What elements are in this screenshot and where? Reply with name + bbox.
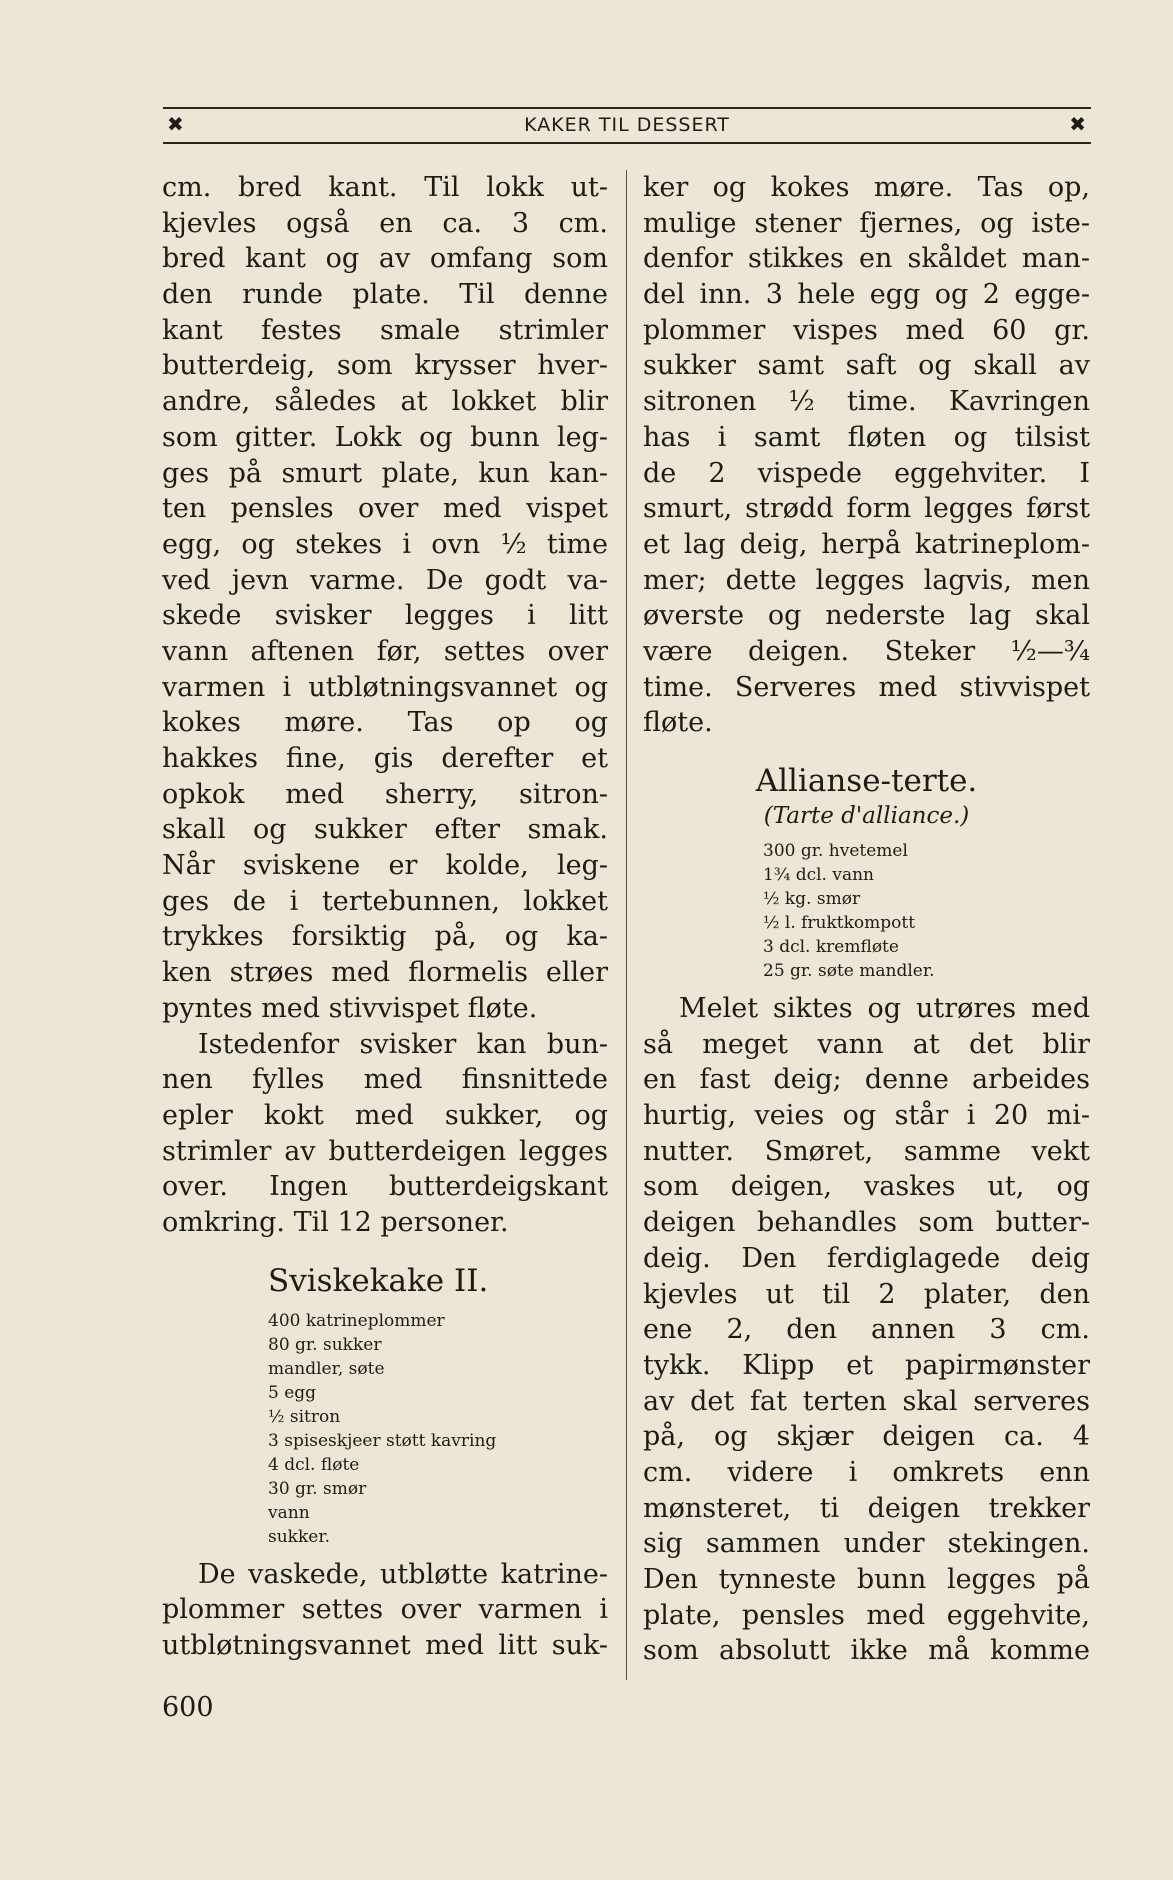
text-line: fløte.: [643, 707, 713, 739]
text-line: ker og kokes møre. Tas op,: [643, 172, 1090, 203]
text-line: Melet siktes og utrøres med: [679, 993, 1090, 1024]
text-line: ges de i tertebunnen, lokket: [162, 885, 608, 917]
text-line: så meget vann at det blir: [643, 1028, 1090, 1060]
text-line: Den tynneste bunn legges på: [643, 1564, 1090, 1595]
text-line: egg, og stekes i ovn ½ time: [162, 528, 608, 560]
ingredient-item: mandler, søte: [268, 1358, 385, 1379]
text-line: skall og sukker efter smak.: [162, 814, 608, 846]
text-line: del inn. 3 hele egg og 2 egge-: [643, 279, 1090, 311]
running-header: [163, 112, 1091, 142]
left-second-paragraph: [162, 1027, 608, 1241]
text-line: over. Ingen butterdeigskant: [162, 1171, 608, 1203]
text-line: plommer vispes med 60 gr.: [643, 314, 1090, 346]
column-divider: [626, 170, 627, 1680]
text-line: kjevles også en ca. 3 cm.: [162, 207, 608, 239]
text-line: plate, pensles med eggehvite,: [643, 1599, 1090, 1631]
text-line: utbløtningsvannet med litt suk-: [162, 1630, 608, 1661]
text-line: ene 2, den annen 3 cm.: [643, 1314, 1090, 1346]
left-method-paragraph: [162, 1557, 608, 1664]
text-line: pyntes med stivvispet fløte.: [162, 992, 538, 1024]
ingredient-item: 3 dcl. kremfløte: [763, 937, 899, 957]
running-header-title: KAKER TIL DESSERT: [524, 114, 730, 136]
text-line: butterdeig, som krysser hver-: [162, 350, 608, 382]
recipe-title-sviskekake: Sviskekake II.: [268, 1262, 489, 1299]
ingredient-item: 80 gr. sukker: [268, 1334, 382, 1355]
header-rule-bottom: [163, 142, 1091, 144]
text-line: opkok med sherry, sitron-: [162, 778, 608, 810]
text-line: mønsteret, ti deigen trekker: [643, 1492, 1090, 1524]
text-line: nutter. Smøret, samme vekt: [643, 1135, 1090, 1167]
recipe-title-allianse-terte: Allianse-terte.: [755, 763, 978, 799]
text-line: av det fat terten skal serveres: [643, 1385, 1090, 1417]
text-line: et lag deig, herpå katrineplom-: [643, 528, 1090, 560]
text-line: andre, således at lokket blir: [162, 386, 608, 418]
text-line: omkring. Til 12 personer.: [162, 1206, 509, 1238]
ingredient-item: 5 egg: [268, 1382, 317, 1403]
text-line: kokes møre. Tas op og: [162, 707, 608, 739]
text-line: tykk. Klipp et papirmønster: [643, 1349, 1090, 1381]
ingredient-item: 400 katrineplommer: [268, 1310, 445, 1331]
ingredient-item: 1¾ dcl. vann: [763, 865, 874, 885]
text-line: ved jevn varme. De godt va-: [162, 564, 608, 596]
text-line: de 2 vispede eggehviter. I: [643, 457, 1090, 489]
text-line: skede svisker legges i litt: [162, 600, 608, 632]
text-line: varmen i utbløtningsvannet og: [162, 671, 608, 703]
ingredient-item: ½ kg. smør: [763, 889, 861, 909]
text-line: mulige stener fjernes, og iste-: [643, 207, 1090, 239]
header-rule-top: [163, 107, 1091, 109]
text-line: være deigen. Steker ½—¾: [643, 635, 1090, 667]
text-line: hakkes fine, gis derefter et: [162, 743, 608, 774]
left-column: [162, 170, 608, 1664]
text-line: Istedenfor svisker kan bun-: [198, 1028, 608, 1060]
ingredient-item: ½ l. fruktkompott: [763, 913, 916, 933]
text-line: cm. videre i omkrets enn: [643, 1456, 1090, 1488]
text-line: bred kant og av omfang som: [162, 243, 608, 275]
header-ornament-right-icon: ✖: [1069, 112, 1087, 136]
ingredient-item: 4 dcl. fløte: [268, 1454, 360, 1475]
ingredient-list-sviskekake: [162, 1309, 608, 1549]
text-line: hurtig, veies og står i 20 mi-: [643, 1100, 1090, 1132]
text-line: time. Serveres med stivvispet: [643, 671, 1090, 703]
text-line: sitronen ½ time. Kavringen: [643, 386, 1090, 418]
text-line: som gitter. Lokk og bunn leg-: [162, 421, 608, 453]
text-line: på, og skjær deigen ca. 4: [643, 1421, 1090, 1453]
text-line: deigen behandles som butter-: [643, 1207, 1090, 1239]
ingredient-item: vann: [268, 1502, 310, 1523]
text-line: ges på smurt plate, kun kan-: [162, 457, 608, 489]
text-line: plommer settes over varmen i: [162, 1594, 608, 1626]
text-line: epler kokt med sukker, og: [162, 1099, 608, 1131]
ingredient-item: 300 gr. hvetemel: [763, 841, 908, 861]
text-line: kant festes smale strimler: [162, 314, 608, 346]
ingredient-item: 30 gr. smør: [268, 1478, 367, 1499]
text-line: smurt, strødd form legges først: [643, 493, 1090, 525]
text-line: denfor stikkes en skåldet man-: [643, 243, 1090, 275]
ingredient-list-allianse-terte: [643, 839, 1090, 983]
text-line: som absolutt ikke må komme: [643, 1635, 1090, 1667]
text-line: sig sammen under stekingen.: [643, 1528, 1090, 1560]
text-line: cm. bred kant. Til lokk ut-: [162, 172, 608, 203]
right-method-paragraph: [643, 991, 1090, 1669]
ingredient-item: 3 spiseskjeer støtt kavring: [268, 1430, 497, 1451]
text-line: kjevles ut til 2 plater, den: [643, 1278, 1090, 1310]
text-line: Når sviskene er kolde, leg-: [162, 850, 608, 882]
page-number: 600: [162, 1692, 214, 1723]
text-line: ten pensles over med vispet: [162, 493, 608, 525]
text-line: en fast deig; denne arbeides: [643, 1064, 1090, 1096]
text-line: sukker samt saft og skall av: [643, 350, 1090, 382]
text-line: øverste og nederste lag skal: [643, 600, 1090, 632]
right-continued-paragraph: [643, 170, 1090, 741]
header-ornament-left-icon: ✖: [167, 112, 185, 136]
text-line: mer; dette legges lagvis, men: [643, 564, 1090, 596]
recipe-subtitle-allianse-terte: (Tarte d'alliance.): [763, 803, 970, 829]
text-line: den runde plate. Til denne: [162, 279, 608, 311]
ingredient-item: 25 gr. søte mandler.: [763, 961, 935, 981]
text-line: has i samt fløten og tilsist: [643, 421, 1090, 453]
text-line: De vaskede, utbløtte katrine-: [198, 1558, 608, 1590]
text-line: strimler av butterdeigen legges: [162, 1135, 608, 1167]
ingredient-item: ½ sitron: [268, 1406, 341, 1427]
text-line: nen fylles med finsnittede: [162, 1064, 608, 1096]
text-line: ken strøes med flormelis eller: [162, 957, 608, 989]
text-line: som deigen, vaskes ut, og: [643, 1171, 1090, 1203]
right-column: [643, 170, 1090, 1669]
text-line: trykkes forsiktig på, og ka-: [162, 921, 608, 953]
left-intro-paragraph: [162, 170, 608, 1027]
text-line: vann aftenen før, settes over: [162, 635, 608, 667]
ingredient-item: sukker.: [268, 1526, 330, 1547]
text-line: deig. Den ferdiglagede deig: [643, 1242, 1090, 1274]
